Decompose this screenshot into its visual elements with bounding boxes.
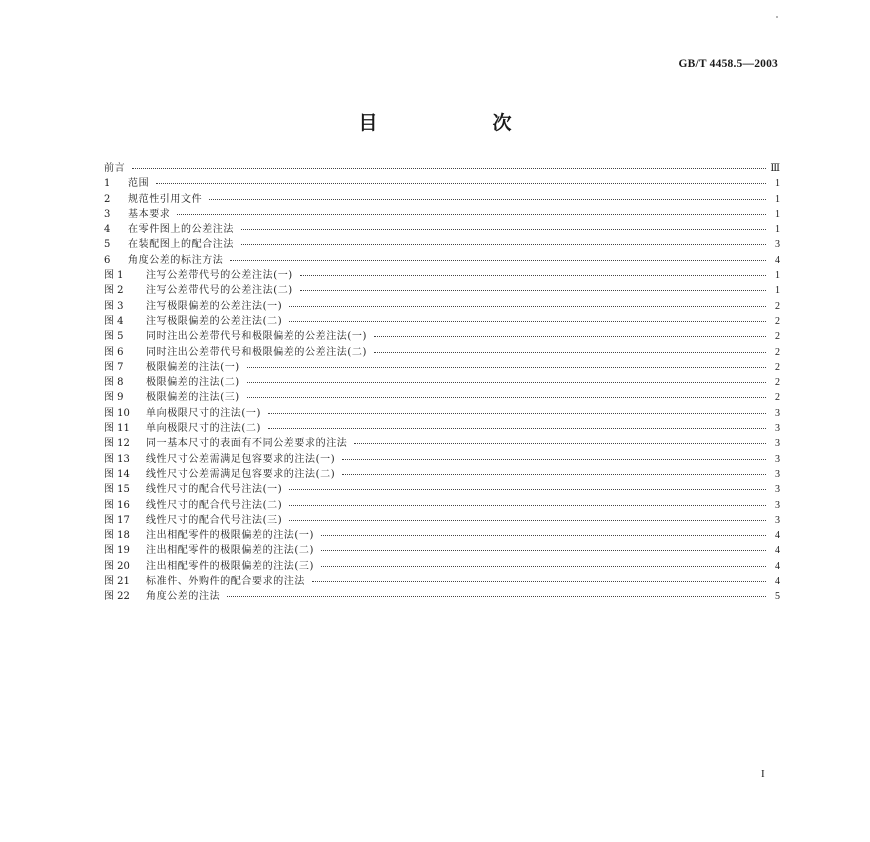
toc-entry-number: 图 5 xyxy=(104,331,124,343)
dot-leader xyxy=(247,359,766,368)
toc-entry-page: 4 xyxy=(775,560,780,572)
toc-entry xyxy=(104,589,780,604)
toc-entry-title: 角度公差的标注方法 xyxy=(128,254,224,266)
toc-entry-page: 1 xyxy=(775,193,780,205)
toc-entry-title: 注写公差带代号的公差注法(一) xyxy=(146,270,293,282)
toc-entry xyxy=(104,237,780,252)
dot-leader xyxy=(374,328,766,337)
toc-entry-number: 图 3 xyxy=(104,300,124,312)
toc-entry xyxy=(104,543,780,558)
toc-entry xyxy=(104,467,780,482)
dot-leader xyxy=(354,435,766,444)
dot-leader xyxy=(321,542,766,551)
toc-entry-number: 图 7 xyxy=(104,361,124,373)
toc-entry-page: 1 xyxy=(775,270,780,282)
dot-leader xyxy=(289,481,766,490)
scan-speck xyxy=(776,16,778,18)
toc-entry-number: 图 12 xyxy=(104,438,130,450)
toc-entry-number: 图 11 xyxy=(104,423,130,435)
toc-entry-title: 规范性引用文件 xyxy=(128,193,203,205)
toc-entry-title: 基本要求 xyxy=(128,208,171,220)
toc-entry-number: 图 13 xyxy=(104,453,130,465)
toc-entry-number: 6 xyxy=(104,254,111,266)
toc-entry-page: 2 xyxy=(775,346,780,358)
toc-entry-number: 图 21 xyxy=(104,576,130,588)
toc-entry-number: 图 6 xyxy=(104,346,124,358)
toc-entry-number: 图 22 xyxy=(104,591,130,603)
toc-entry-page: 3 xyxy=(775,438,780,450)
toc-entry-page: 2 xyxy=(775,300,780,312)
toc-entry xyxy=(104,360,780,375)
toc-entry-number: 4 xyxy=(104,224,111,236)
toc-entry-number: 3 xyxy=(104,208,111,220)
toc-entry xyxy=(104,207,780,222)
toc-entry-number: 图 8 xyxy=(104,377,124,389)
toc-entry-number: 图 10 xyxy=(104,407,130,419)
toc-entry xyxy=(104,268,780,283)
toc-entry xyxy=(104,253,780,268)
toc-entry-title: 前言 xyxy=(104,163,126,174)
toc-entry-title: 极限偏差的注法(二) xyxy=(146,377,240,389)
table-of-contents xyxy=(104,161,780,605)
toc-entry-number: 图 15 xyxy=(104,484,130,496)
toc-entry-page: 4 xyxy=(775,254,780,266)
toc-entry xyxy=(104,390,780,405)
toc-entry-title: 注写公差带代号的公差注法(二) xyxy=(146,285,293,297)
toc-entry xyxy=(104,176,780,191)
toc-entry-number: 图 4 xyxy=(104,315,124,327)
toc-entry xyxy=(104,406,780,421)
toc-entry-title: 角度公差的注法 xyxy=(146,591,221,603)
toc-entry xyxy=(104,559,780,574)
toc-entry-title: 同一基本尺寸的表面有不同公差要求的注法 xyxy=(146,438,348,450)
dot-leader xyxy=(342,451,766,460)
toc-entry-page: 3 xyxy=(775,484,780,496)
toc-entry-title: 注出相配零件的极限偏差的注法(二) xyxy=(146,545,315,557)
toc-entry-title: 单向极限尺寸的注法(二) xyxy=(146,423,262,435)
standard-number: GB/T 4458.5—2003 xyxy=(678,58,778,70)
toc-entry-number: 图 14 xyxy=(104,468,130,480)
toc-entry-title: 注写极限偏差的公差注法(二) xyxy=(146,315,283,327)
toc-entry-title: 同时注出公差带代号和极限偏差的公差注法(一) xyxy=(146,331,368,343)
toc-entry xyxy=(104,482,780,497)
toc-entry-page: 2 xyxy=(775,361,780,373)
toc-entry xyxy=(104,513,780,528)
toc-entry-title: 在零件图上的公差注法 xyxy=(128,224,234,236)
toc-entry-page: 3 xyxy=(775,239,780,251)
dot-leader xyxy=(374,344,766,353)
toc-entry-page: 2 xyxy=(775,331,780,343)
dot-leader xyxy=(177,206,766,215)
dot-leader xyxy=(342,466,766,475)
dot-leader xyxy=(241,236,766,245)
toc-entry-page: 3 xyxy=(775,407,780,419)
dot-leader xyxy=(289,313,766,322)
toc-entry-title: 线性尺寸公差需满足包容要求的注法(一) xyxy=(146,453,336,465)
toc-entry xyxy=(104,452,780,467)
toc-entry-page: 1 xyxy=(775,285,780,297)
toc-entry-page: 3 xyxy=(775,453,780,465)
dot-leader xyxy=(289,512,766,521)
toc-entry-page: 5 xyxy=(775,591,780,603)
toc-entry-number: 图 2 xyxy=(104,285,124,297)
toc-entry xyxy=(104,345,780,360)
toc-entry-page: 1 xyxy=(775,224,780,236)
toc-entry xyxy=(104,375,780,390)
page-title: 目 次 xyxy=(358,112,560,134)
toc-entry-number: 图 18 xyxy=(104,530,130,542)
toc-entry-page: 1 xyxy=(775,178,780,190)
toc-entry-title: 在装配图上的配合注法 xyxy=(128,239,234,251)
dot-leader xyxy=(321,527,766,536)
toc-entry-title: 注写极限偏差的公差注法(一) xyxy=(146,300,283,312)
toc-entry-page: 4 xyxy=(775,576,780,588)
toc-entry-title: 线性尺寸公差需满足包容要求的注法(二) xyxy=(146,468,336,480)
toc-entry-page: 1 xyxy=(775,208,780,220)
toc-entry-number: 2 xyxy=(104,193,111,205)
toc-entry-title: 范围 xyxy=(128,178,150,190)
dot-leader xyxy=(321,558,766,567)
toc-entry xyxy=(104,498,780,513)
dot-leader xyxy=(268,405,766,414)
page-number: I xyxy=(761,768,765,780)
toc-entry xyxy=(104,192,780,207)
dot-leader xyxy=(156,175,766,184)
toc-entry-page: Ⅲ xyxy=(770,163,780,174)
toc-entry-title: 极限偏差的注法(一) xyxy=(146,361,240,373)
toc-entry-title: 线性尺寸的配合代号注法(二) xyxy=(146,499,283,511)
toc-entry-title: 注出相配零件的极限偏差的注法(三) xyxy=(146,560,315,572)
toc-entry-number: 图 1 xyxy=(104,270,124,282)
toc-entry-number: 5 xyxy=(104,239,111,251)
toc-entry-title: 极限偏差的注法(三) xyxy=(146,392,240,404)
dot-leader xyxy=(312,573,766,582)
toc-entry-page: 4 xyxy=(775,530,780,542)
toc-entry-title: 线性尺寸的配合代号注法(三) xyxy=(146,514,283,526)
dot-leader xyxy=(227,588,766,597)
toc-entry-title: 单向极限尺寸的注法(一) xyxy=(146,407,262,419)
toc-entry-number: 图 9 xyxy=(104,392,124,404)
toc-entry-title: 注出相配零件的极限偏差的注法(一) xyxy=(146,530,315,542)
toc-entry-page: 3 xyxy=(775,423,780,435)
toc-entry-number: 1 xyxy=(104,178,111,190)
dot-leader xyxy=(132,160,766,169)
toc-entry-number: 图 19 xyxy=(104,545,130,557)
toc-entry-page: 2 xyxy=(775,377,780,389)
toc-entry-page: 3 xyxy=(775,499,780,511)
dot-leader xyxy=(209,191,766,200)
toc-entry xyxy=(104,161,780,176)
dot-leader xyxy=(268,420,766,429)
toc-entry-page: 3 xyxy=(775,468,780,480)
toc-entry-page: 2 xyxy=(775,392,780,404)
toc-entry-number: 图 20 xyxy=(104,560,130,572)
toc-entry-title: 线性尺寸的配合代号注法(一) xyxy=(146,484,283,496)
toc-entry xyxy=(104,421,780,436)
toc-entry xyxy=(104,222,780,237)
dot-leader xyxy=(247,374,766,383)
toc-entry-page: 2 xyxy=(775,315,780,327)
toc-entry xyxy=(104,299,780,314)
toc-entry-number: 图 17 xyxy=(104,514,130,526)
toc-entry-title: 同时注出公差带代号和极限偏差的公差注法(二) xyxy=(146,346,368,358)
dot-leader xyxy=(241,221,766,230)
dot-leader xyxy=(300,267,766,276)
toc-entry xyxy=(104,528,780,543)
dot-leader xyxy=(289,497,766,506)
dot-leader xyxy=(289,298,766,307)
dot-leader xyxy=(300,282,766,291)
toc-entry-number: 图 16 xyxy=(104,499,130,511)
toc-entry-page: 4 xyxy=(775,545,780,557)
toc-entry xyxy=(104,436,780,451)
toc-entry-title: 标准件、外购件的配合要求的注法 xyxy=(146,576,305,588)
toc-entry xyxy=(104,314,780,329)
dot-leader xyxy=(230,252,766,261)
toc-entry xyxy=(104,574,780,589)
toc-entry-page: 3 xyxy=(775,514,780,526)
toc-entry xyxy=(104,329,780,344)
dot-leader xyxy=(247,389,766,398)
toc-entry xyxy=(104,283,780,298)
